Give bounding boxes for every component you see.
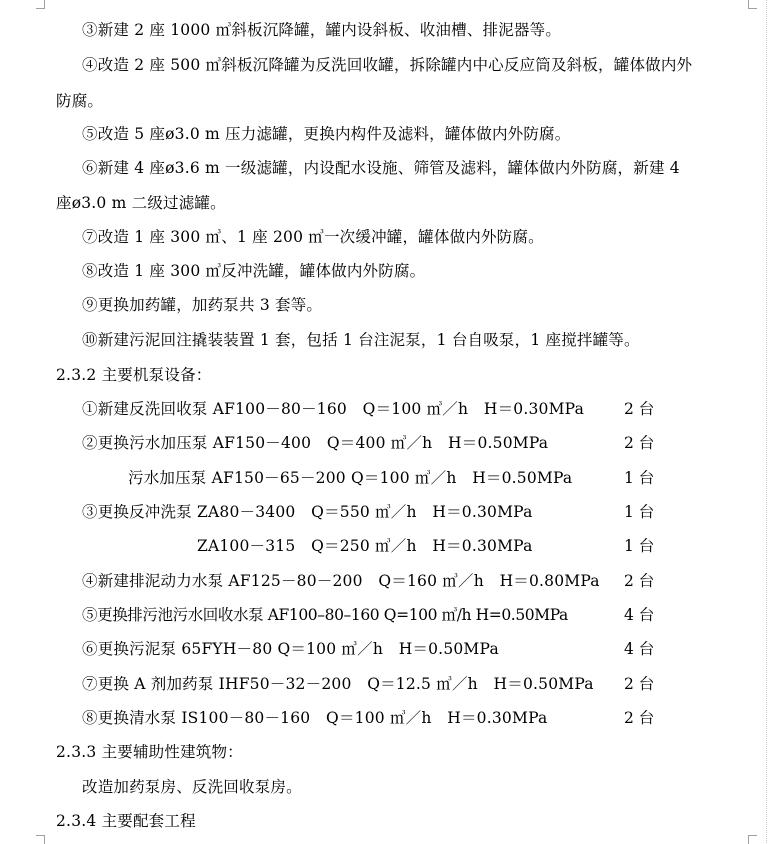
item-line: ④改造 2 座 500 ㎥斜板沉降罐为反洗回收罐，拆除罐内中心反应筒及斜板，罐体做内外 xyxy=(82,56,693,74)
item-line: ⑤改造 5 座ø3.0 m 压力滤罐，更换内构件及滤料，罐体做内外防腐。 xyxy=(82,125,571,143)
page-corner-marker xyxy=(748,0,757,9)
pump-spec-line: ZA100－315 Q＝250 ㎥／h H＝0.30MPa xyxy=(197,537,533,555)
pump-quantity: 4 台 xyxy=(624,606,655,624)
item-line: ⑧改造 1 座 300 ㎥反冲洗罐，罐体做内外防腐。 xyxy=(82,262,426,280)
pump-quantity: 4 台 xyxy=(624,640,655,658)
pump-quantity: 1 台 xyxy=(624,469,655,487)
pump-quantity: 2 台 xyxy=(624,400,655,418)
item-line: ⑥新建 4 座ø3.6 m 一级滤罐，内设配水设施、筛管及滤料，罐体做内外防腐，新建 4 xyxy=(82,159,680,177)
item-line: ⑦改造 1 座 300 ㎥、1 座 200 ㎥一次缓冲罐，罐体做内外防腐。 xyxy=(82,228,544,246)
section-heading-2-3-2: 2.3.2 主要机泵设备： xyxy=(56,366,212,384)
item-line: ⑨更换加药罐，加药泵共 3 套等。 xyxy=(82,296,323,314)
buildings-line: 改造加药泵房、反洗回收泵房。 xyxy=(82,778,302,796)
item-line-continuation: 防腐。 xyxy=(56,92,104,110)
pump-spec-line: ④新建排泥动力水泵 AF125－80－200 Q＝160 ㎥／h H＝0.80MPa xyxy=(82,572,600,590)
pump-quantity: 1 台 xyxy=(624,537,655,555)
pump-spec-line: ⑥更换污泥泵 65FYH－80 Q＝100 ㎥／h H＝0.50MPa xyxy=(82,640,499,658)
pump-quantity: 2 台 xyxy=(624,675,655,693)
item-line: ③新建 2 座 1000 ㎥斜板沉降罐，罐内设斜板、收油槽、排泥器等。 xyxy=(82,21,562,39)
pump-spec-line: 污水加压泵 AF150－65－200 Q＝100 ㎥／h H＝0.50MPa xyxy=(128,469,573,487)
pump-quantity: 2 台 xyxy=(624,709,655,727)
pump-quantity: 1 台 xyxy=(624,503,655,521)
item-line-continuation: 座ø3.0 m 二级过滤罐。 xyxy=(56,194,226,212)
section-heading-2-3-4: 2.3.4 主要配套工程 xyxy=(56,812,196,830)
pump-quantity: 2 台 xyxy=(624,572,655,590)
pump-spec-line: ②更换污水加压泵 AF150－400 Q＝400 ㎥／h H＝0.50MPa xyxy=(82,434,549,452)
page-margin-guide xyxy=(766,0,768,843)
pump-spec-line: ③更换反冲洗泵 ZA80－3400 Q＝550 ㎥／h H＝0.30MPa xyxy=(82,503,533,521)
pump-spec-line: ⑧更换清水泵 IS100－80－160 Q＝100 ㎥／h H＝0.30MPa xyxy=(82,709,548,727)
section-heading-2-3-3: 2.3.3 主要辅助性建筑物： xyxy=(56,743,243,761)
pump-spec-line: ⑤更换排污池污水回收水泵 AF100–80–160 Q=100 ㎥/h H=0.50MPa xyxy=(82,606,568,624)
page-corner-marker xyxy=(36,0,45,9)
item-line: ⑩新建污泥回注撬装装置 1 套，包括 1 台注泥泵，1 台自吸泵，1 座搅拌罐等。 xyxy=(82,331,640,349)
pump-spec-line: ⑦更换 A 剂加药泵 IHF50－32－200 Q＝12.5 ㎥／h H＝0.50MPa xyxy=(82,675,594,693)
pump-spec-line: ①新建反洗回收泵 AF100－80－160 Q＝100 ㎥／h H＝0.30MPa xyxy=(82,400,585,418)
pump-quantity: 2 台 xyxy=(624,434,655,452)
